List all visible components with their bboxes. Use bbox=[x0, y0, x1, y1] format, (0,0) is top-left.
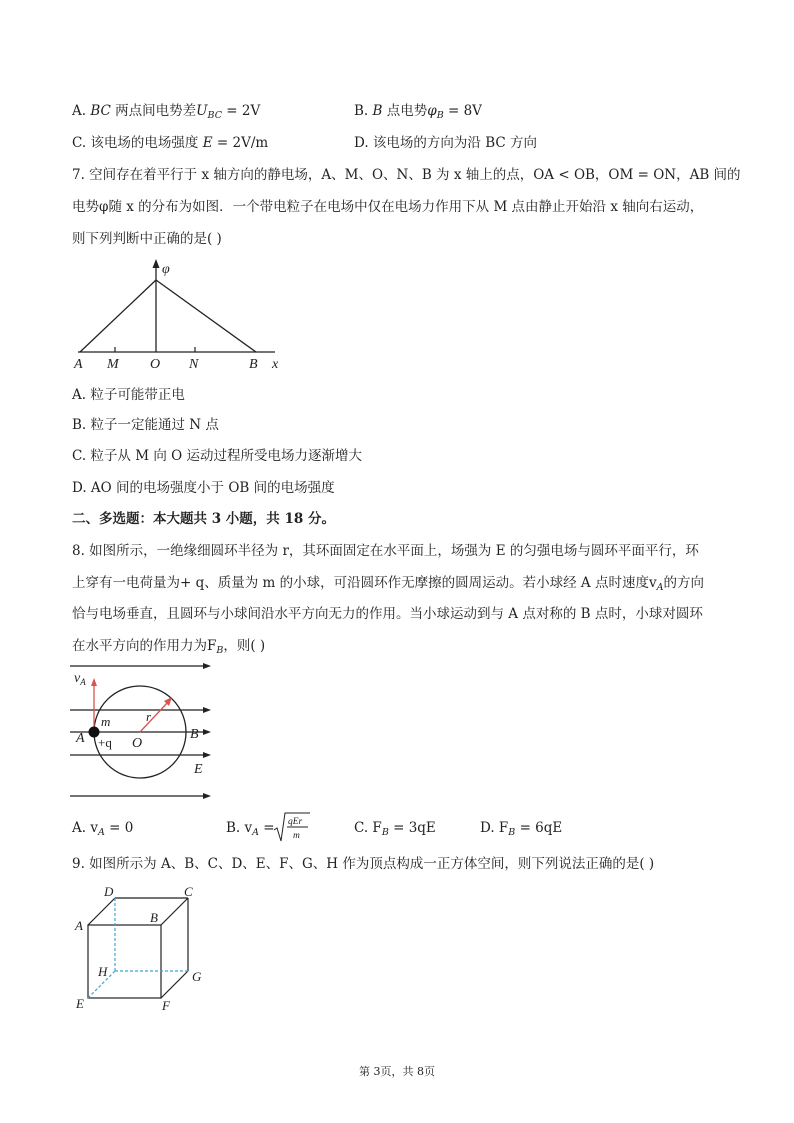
q8-stem-line-4: 在水平方向的作用力为$F_B$，则( ) bbox=[72, 638, 266, 656]
label-phi: φ bbox=[162, 262, 170, 277]
label-a: A bbox=[75, 918, 83, 933]
q8-option-b: B. $v_A$ = bbox=[226, 820, 275, 838]
q8-option-b-sqrt bbox=[272, 810, 312, 844]
label-a: A bbox=[76, 731, 85, 746]
velocity-arrowhead bbox=[91, 678, 97, 686]
q8-ring-figure bbox=[68, 660, 218, 805]
label-b: B bbox=[249, 357, 258, 372]
label-o: O bbox=[132, 736, 143, 751]
label-f: F bbox=[162, 998, 170, 1013]
q8-option-c: C. $F_B = 3qE$ bbox=[354, 820, 436, 838]
field-arrow bbox=[203, 663, 211, 669]
q9-stem: 9. 如图所示为 A、B、C、D、E、F、G、H 作为顶点构成一正方体空间，则下列说法正确的是( ) bbox=[72, 856, 655, 872]
label-r: r bbox=[146, 709, 152, 724]
label-m: M bbox=[107, 357, 119, 372]
field-arrow bbox=[203, 752, 211, 758]
label-g: G bbox=[192, 969, 202, 984]
potential-line-left bbox=[80, 280, 156, 352]
cube-edge-ad bbox=[88, 898, 115, 925]
q7-stem-line-2: 电势φ随 x 的分布为如图．一个带电粒子在电场中仅在电场力作用下从 M 点由静止开始沿 x 轴向右运动， bbox=[72, 199, 704, 215]
q6-option-d: D. 该电场的方向为沿 BC 方向 bbox=[354, 135, 538, 151]
label-b: B bbox=[150, 910, 158, 925]
radius-arrow bbox=[140, 701, 169, 732]
q6-option-c: C. 该电场的电场强度 E = 2V/m bbox=[72, 135, 269, 151]
label-x: x bbox=[272, 357, 279, 372]
label-n: N bbox=[189, 357, 199, 372]
label-h: H bbox=[98, 964, 108, 979]
label-o: O bbox=[150, 357, 161, 372]
q7-potential-graph bbox=[70, 255, 290, 375]
field-arrow bbox=[203, 729, 211, 735]
q7-option-d: D. AO 间的电场强度小于 OB 间的电场强度 bbox=[72, 480, 335, 496]
q7-option-a: A. 粒子可能带正电 bbox=[72, 387, 185, 403]
q6-option-a: A. BC 两点间电势差$U_{BC} = 2V$ bbox=[72, 103, 261, 121]
q7-option-b: B. 粒子一定能通过 N 点 bbox=[72, 417, 219, 433]
cube-edge-fg bbox=[161, 971, 188, 998]
q8-stem-line-1: 8. 如图所示，一绝缘细圆环半径为 r，其环面固定在水平面上，场强为 E 的匀强电场与圆环平面平行，环 bbox=[72, 543, 699, 559]
cube-edge-bc bbox=[161, 898, 188, 925]
q7-option-c: C. 粒子从 M 向 O 运动过程所受电场力逐渐增大 bbox=[72, 448, 362, 464]
label-b: B bbox=[190, 727, 199, 742]
label-d: D bbox=[104, 884, 114, 899]
section-heading: 二、多选题：本大题共 3 小题，共 18 分。 bbox=[72, 511, 335, 527]
label-c: C bbox=[184, 884, 193, 899]
q8-stem-line-2: 上穿有一电荷量为+ q、质量为 m 的小球，可沿圆环作无摩擦的圆周运动。若小球经 A 点时速度$v_A$的方向 bbox=[72, 575, 704, 593]
q9-cube-figure bbox=[70, 884, 210, 1014]
potential-line-right bbox=[156, 280, 256, 352]
label-q: +q bbox=[98, 735, 112, 750]
field-arrow bbox=[203, 793, 211, 799]
phi-axis-arrow bbox=[153, 259, 160, 268]
page-footer: 第 3页，共 8页 bbox=[359, 1065, 435, 1078]
label-a: A bbox=[74, 357, 83, 372]
q7-stem-line-1: 7. 空间存在着平行于 x 轴方向的静电场，A、M、O、N、B 为 x 轴上的点，OA < OB，OM = ON，AB 间的 bbox=[72, 167, 741, 183]
label-m: m bbox=[101, 714, 111, 729]
label-e: E bbox=[76, 996, 84, 1011]
q7-stem-line-3: 则下列判断中正确的是( ) bbox=[72, 231, 222, 247]
label-va: $v_A$ bbox=[74, 671, 86, 687]
q8-stem-line-3: 恰与电场垂直，且圆环与小球间沿水平方向无力的作用。当小球运动到与 A 点对称的 B 点时，小球对圆环 bbox=[72, 606, 703, 622]
sqrt-numerator: qEr bbox=[288, 817, 303, 827]
q6-option-b: B. B 点电势$\varphi_B = 8V$ bbox=[354, 103, 482, 121]
field-arrow bbox=[203, 707, 211, 713]
q8-option-d: D. $F_B = 6qE$ bbox=[480, 820, 563, 838]
q8-option-a: A. $v_A = 0$ bbox=[72, 820, 134, 838]
label-e: E bbox=[194, 762, 203, 777]
sqrt-denominator: m bbox=[293, 831, 300, 841]
